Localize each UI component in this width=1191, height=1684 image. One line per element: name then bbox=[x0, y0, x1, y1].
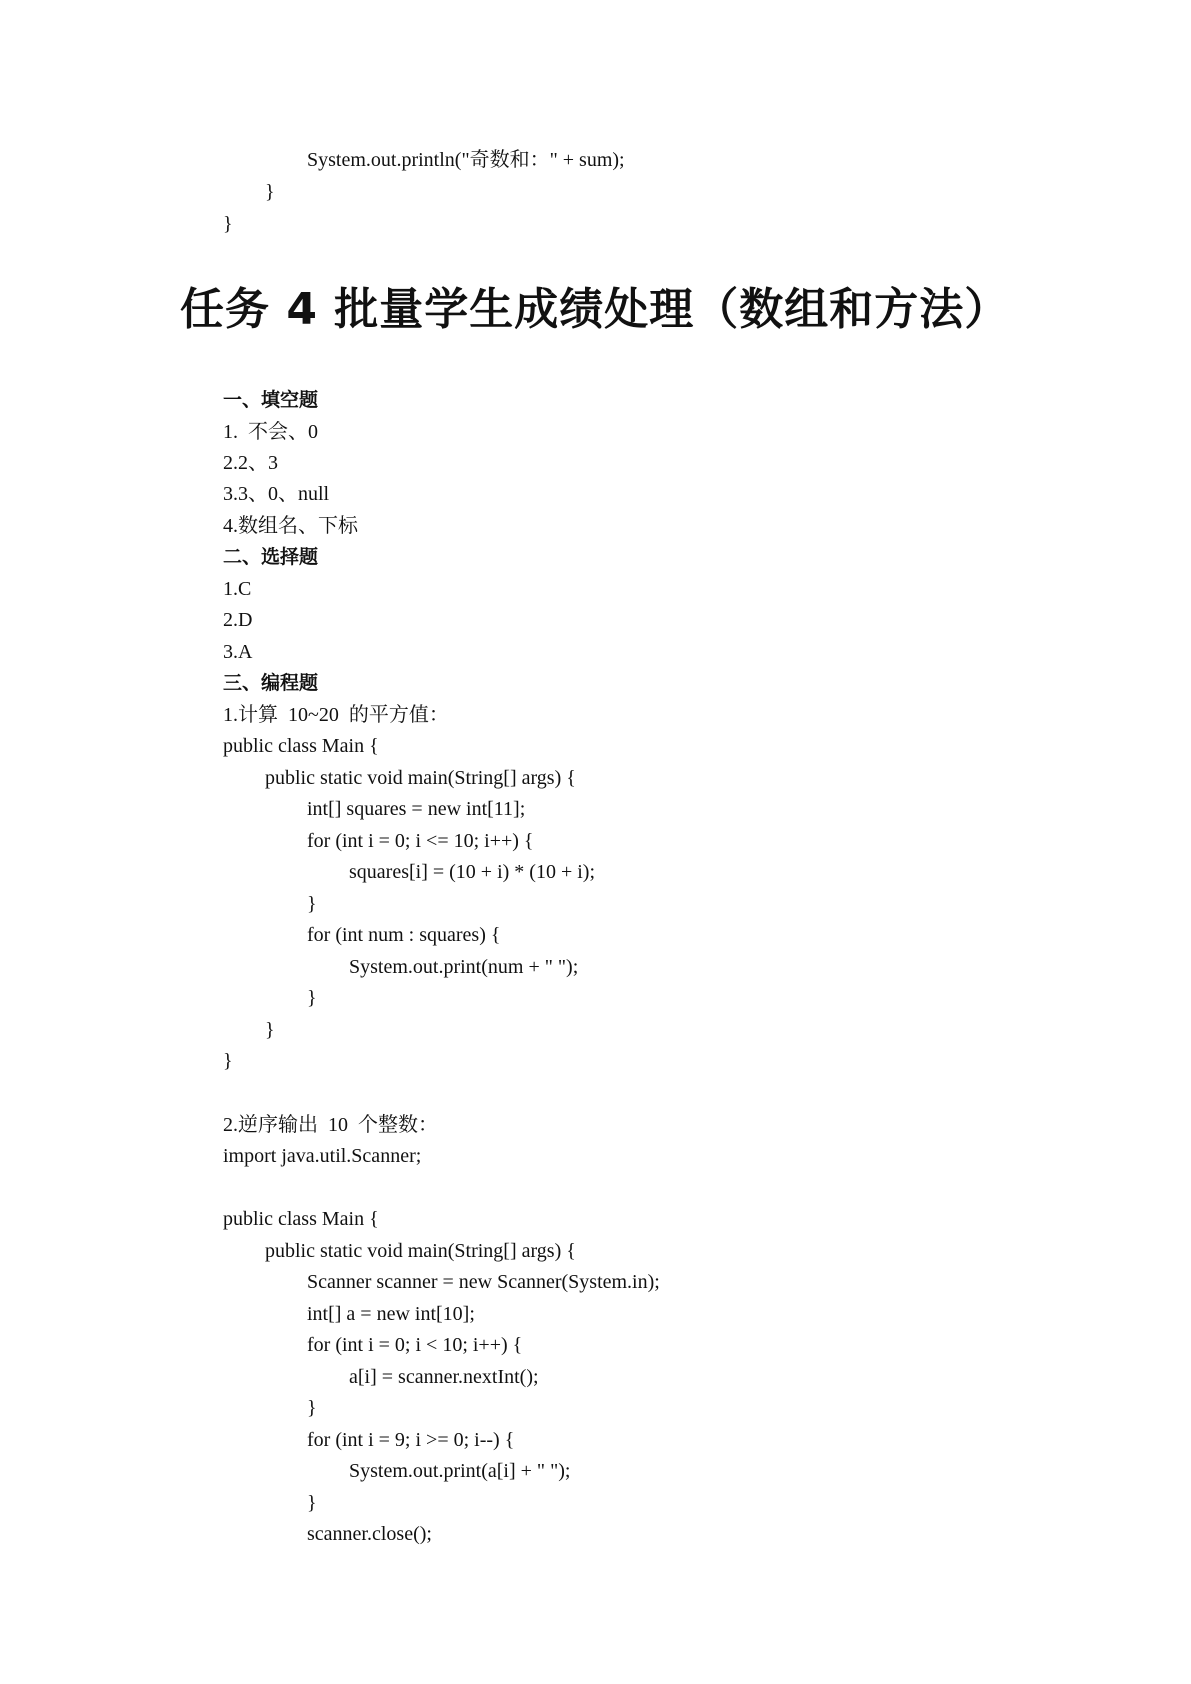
code-line: public static void main(String[] args) { bbox=[265, 767, 576, 789]
code-line: System.out.println("奇数和：" + sum); bbox=[307, 149, 625, 171]
answer-item: 2.D bbox=[223, 609, 253, 631]
answer-item: 4.数组名、下标 bbox=[223, 515, 358, 537]
code-line: System.out.print(a[i] + " "); bbox=[349, 1460, 571, 1482]
programming-title: 三、编程题 bbox=[223, 672, 319, 694]
code-line: System.out.print(num + " "); bbox=[349, 956, 579, 978]
code-line: } bbox=[307, 1492, 317, 1514]
code-line: squares[i] = (10 + i) * (10 + i); bbox=[349, 861, 596, 883]
code-line: for (int i = 9; i >= 0; i--) { bbox=[307, 1429, 515, 1451]
question-title: 1.计算 10~20 的平方值： bbox=[223, 704, 449, 726]
code-line: } bbox=[307, 987, 317, 1009]
answer-item: 3.3、0、null bbox=[223, 483, 330, 505]
code-line: for (int num : squares) { bbox=[307, 924, 501, 946]
code-line: import java.util.Scanner; bbox=[223, 1145, 422, 1167]
fill-blank-title: 一、填空题 bbox=[223, 389, 319, 411]
code-line: int[] squares = new int[11]; bbox=[307, 798, 526, 820]
code-line: } bbox=[265, 181, 275, 203]
answer-item: 1. 不会、0 bbox=[223, 421, 318, 443]
code-line: } bbox=[223, 1050, 233, 1072]
code-line: } bbox=[307, 893, 317, 915]
answer-item: 1.C bbox=[223, 578, 252, 600]
code-line: int[] a = new int[10]; bbox=[307, 1303, 475, 1325]
code-line: } bbox=[223, 213, 233, 235]
answer-item: 2.2、3 bbox=[223, 452, 278, 474]
code-line: scanner.close(); bbox=[307, 1523, 432, 1545]
choice-title: 二、选择题 bbox=[223, 546, 319, 568]
section-heading: 任务 4 批量学生成绩处理（数组和方法） bbox=[180, 284, 1010, 335]
code-line: a[i] = scanner.nextInt(); bbox=[349, 1366, 539, 1388]
code-line: } bbox=[307, 1397, 317, 1419]
code-line: Scanner scanner = new Scanner(System.in); bbox=[307, 1271, 660, 1293]
code-line: public class Main { bbox=[223, 1208, 379, 1230]
code-line: public static void main(String[] args) { bbox=[265, 1240, 576, 1262]
answer-item: 3.A bbox=[223, 641, 253, 663]
code-line: for (int i = 0; i <= 10; i++) { bbox=[307, 830, 534, 852]
code-line: } bbox=[265, 1019, 275, 1041]
code-line: for (int i = 0; i < 10; i++) { bbox=[307, 1334, 523, 1356]
question-title: 2.逆序输出 10 个整数： bbox=[223, 1114, 438, 1136]
code-line: public class Main { bbox=[223, 735, 379, 757]
